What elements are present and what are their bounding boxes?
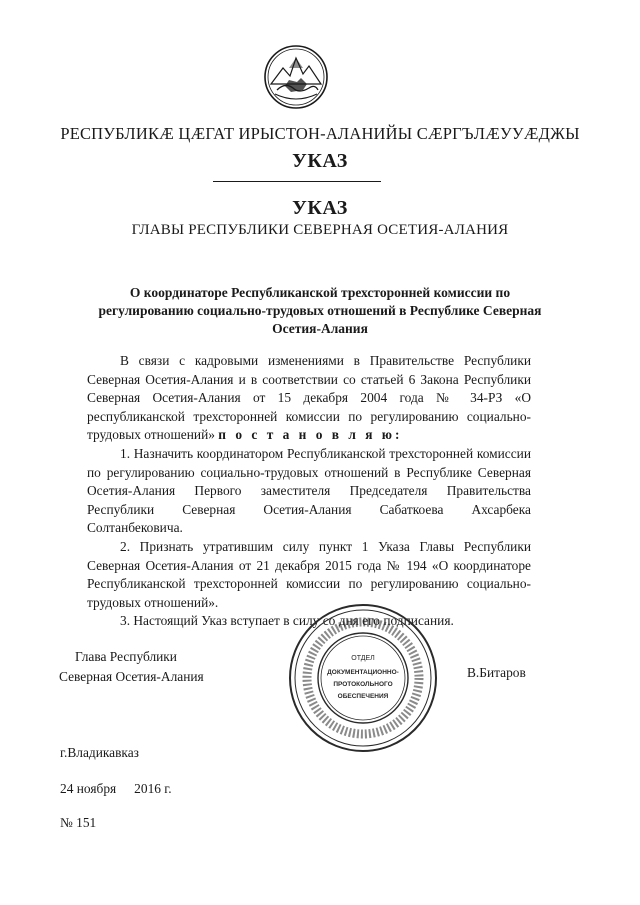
- stamp-center-line-4: ОБЕСПЕЧЕНИЯ: [337, 693, 389, 700]
- decree-subject: О координаторе Республиканской трехсторонней комиссии по регулированию социально-трудовых отношений в Республике Северная Осетия-Алания: [98, 285, 542, 336]
- official-stamp-icon: [287, 602, 439, 754]
- coat-of-arms-icon: [263, 44, 329, 110]
- signing-date: [60, 781, 172, 797]
- stamp-center-line-1: ОТДЕЛ: [351, 655, 375, 662]
- item-3: 3. Настоящий Указ вступает в силу со дня его подписания.: [120, 613, 454, 629]
- header-divider: [213, 181, 381, 182]
- item-1: 1. Назначить координатором Республиканской трехсторонней комиссии по регулированию социально-трудовых отношений в Республике Северная Осетия-Алания Первого заместителя Председателя Правительства Республики Северная Осетия-Алания Сабаткоева Ахсарбека Солтанбековича.: [87, 445, 531, 536]
- preamble-paragraph: [87, 352, 531, 445]
- title-ukaz-ossetian: УКАЗ: [292, 150, 348, 172]
- decree-number: № 151: [60, 815, 97, 830]
- stamp-center-line-3: ПРОТОКОЛЬНОГО: [333, 681, 393, 688]
- signatory-name: В.Битаров: [467, 665, 526, 680]
- decree-body: [87, 352, 531, 631]
- republic-name-ossetian: РЕСПУБЛИКÆ ЦÆГАТ ИРЫСТОН-АЛАНИЙЫ СÆРГЪЛÆУУÆДЖЫ: [60, 124, 580, 143]
- decree-word: п о с т а н о в л я ю:: [218, 427, 403, 443]
- position-line-2: Северная Осетия-Алания: [59, 669, 204, 684]
- position-line-1: Глава Республики: [75, 649, 177, 664]
- stamp-center-line-2: ДОКУМЕНТАЦИОННО-: [327, 669, 399, 676]
- title-ukaz-russian: УКАЗ: [292, 197, 348, 219]
- item-2: 2. Признать утратившим силу пункт 1 Указа Главы Республики Северная Осетия-Алания от 21 декабря 2015 года № 194 «О координаторе Республиканской трехсторонней комиссии по регулированию социально-трудовых отношений».: [87, 538, 531, 610]
- date-day: 24 ноября: [60, 781, 117, 796]
- date-year: 2016 г.: [134, 781, 172, 796]
- preamble-text: В связи с кадровыми изменениями в Правительстве Республики Северная Осетия-Алания и в соответствии со статьей 6 Закона Республики Северная Осетия-Алания от 15 декабря 2004 года № 34-РЗ «О республиканской трехсторонней комиссии по регулированию социально-трудовых отношений»: [87, 353, 531, 443]
- signatory-position: [59, 647, 259, 687]
- head-of-republic-line: ГЛАВЫ РЕСПУБЛИКИ СЕВЕРНАЯ ОСЕТИЯ-АЛАНИЯ: [131, 222, 509, 238]
- place-of-signing: г.Владикавказ: [60, 745, 139, 760]
